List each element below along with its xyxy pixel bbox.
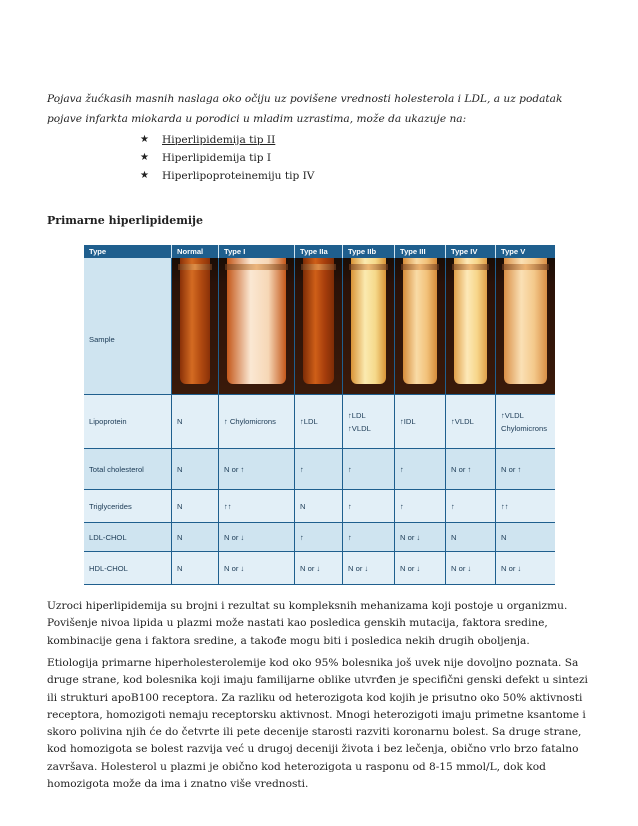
- answer-option[interactable]: [140, 149, 314, 167]
- table-cell: [218, 552, 294, 585]
- table-cell: [394, 552, 445, 585]
- table-cell: [394, 395, 445, 449]
- table-row-label: HDL-CHOL: [84, 552, 171, 585]
- answer-option[interactable]: [140, 167, 314, 185]
- table-cell: [394, 523, 445, 552]
- sample-tube-type-5: [495, 258, 555, 395]
- answer-option-label[interactable]: Hiperlipidemija tip I: [162, 152, 272, 164]
- table-cell: [495, 449, 555, 490]
- table-cell: [445, 552, 495, 585]
- table-cell: [294, 523, 342, 552]
- table-cell-text: N or ↓: [224, 532, 245, 542]
- table-cell: [342, 490, 394, 523]
- table-cell: [342, 449, 394, 490]
- sample-tube-type-3: [394, 258, 445, 395]
- table-cell-text: ↑VLDL: [501, 410, 524, 420]
- table-cell: [218, 449, 294, 490]
- sample-tube-normal: [171, 258, 218, 395]
- table-cell: [218, 490, 294, 523]
- table-cell: [445, 449, 495, 490]
- table-header-normal: Normal: [171, 245, 218, 258]
- table-cell: [445, 523, 495, 552]
- table-cell: [495, 552, 555, 585]
- table-cell: [394, 449, 445, 490]
- table-cell: [294, 449, 342, 490]
- table-cell: [342, 523, 394, 552]
- table-cell-text: ↑: [400, 501, 404, 511]
- section-title: Primarne hiperlipidemije: [47, 214, 204, 227]
- table-cell-text: ↑: [451, 501, 455, 511]
- answer-options-list: [140, 131, 314, 185]
- answer-option-label[interactable]: Hiperlipoproteinemiju tip IV: [162, 170, 315, 182]
- table-cell-text: ↑: [400, 464, 404, 474]
- table-cell: [294, 395, 342, 449]
- table-cell: [495, 523, 555, 552]
- table-row-label: LDL-CHOL: [84, 523, 171, 552]
- table-cell: [171, 552, 218, 585]
- table-header-type-4: Type IV: [445, 245, 495, 258]
- star-bullet-icon: ★: [140, 152, 149, 163]
- table-cell-text: N or ↑: [224, 464, 245, 474]
- table-cell: [342, 395, 394, 449]
- table-cell-text: ↑VLDL: [451, 417, 474, 426]
- table-cell-text: ↑LDL: [348, 410, 366, 420]
- table-cell-text: N or ↓: [501, 563, 522, 573]
- table-row-label: Lipoprotein: [84, 395, 171, 449]
- body-paragraph-2: Etiologija primarne hiperholesterolemije kod oko 95% bolesnika još uvek nije dovoljno poznata. Sa druge strane, kod bolesnika koji imaju familijarne oblike utvrđen je specifični genski defekt u sintezi ili strukturi apoB100 receptora. Za razliku od heterozigota kod kojih je prisutno oko 50% aktivnosti receptora, homozigoti nemaju receptorsku aktivnost. Mnogi heterozigoti imaju primetne ksantome i skoro polivina njih će do četvrte ili pete decenije starosti razviti koronarnu bolest. Sa druge strane, kod homozigota se bolest razvija već u drugoj deceniji života i bez lečenja, obično vrlo brzo fatalno završava. Holesterol u plazmi je obično kod heterozigota u rasponu od 8-15 mmol/L, dok kod homozigota može da ima i znatno više vrednosti.: [47, 657, 588, 791]
- table-cell-text: N: [501, 532, 507, 542]
- table-cell: [171, 395, 218, 449]
- table-cell: [171, 523, 218, 552]
- sample-tube-type-1: [218, 258, 294, 395]
- table-cell: [445, 395, 495, 449]
- table-cell: [171, 449, 218, 490]
- sample-tube-type-4: [445, 258, 495, 395]
- table-cell-text: N or ↓: [400, 563, 421, 573]
- table-header-type: Type: [84, 245, 171, 258]
- table-row-label: Triglycerides: [84, 490, 171, 523]
- table-cell: [294, 552, 342, 585]
- table-cell-text: ↑: [348, 464, 352, 474]
- table-cell-text: N or ↑: [451, 464, 472, 474]
- table-cell-text: N: [177, 532, 183, 542]
- table-cell-text: ↑ Chylomicrons: [224, 417, 276, 426]
- table-cell: [294, 490, 342, 523]
- table-cell-text: N or ↑: [501, 464, 522, 474]
- sample-row-label-cell: [84, 258, 171, 395]
- table-header-type-1: Type I: [218, 245, 294, 258]
- table-cell-text: N or ↓: [451, 563, 472, 573]
- hyperlipidemia-table-figure: [84, 245, 555, 585]
- table-cell: [218, 523, 294, 552]
- table-cell-text: N or ↓: [224, 563, 245, 573]
- table-cell-text: N: [177, 501, 183, 511]
- table-cell-text: ↑IDL: [400, 417, 416, 426]
- table-cell-text: ↑: [300, 532, 304, 542]
- star-bullet-icon: ★: [140, 170, 149, 181]
- table-cell-text: N or ↓: [348, 563, 369, 573]
- table-cell-text: N: [177, 417, 183, 426]
- table-cell-text: ↑: [348, 501, 352, 511]
- table-header-type-3: Type III: [394, 245, 445, 258]
- sample-tube-type-2a: [294, 258, 342, 395]
- table-cell-text: N: [300, 501, 306, 511]
- table-cell-text: ↑: [348, 532, 352, 542]
- table-cell-text: ↑: [300, 464, 304, 474]
- table-cell-text: ↑↑: [501, 501, 509, 511]
- table-cell: [218, 395, 294, 449]
- body-paragraph-1: Uzroci hiperlipidemija su brojni i rezultat su kompleksnih mehanizama koji postoje u organizmu. Povišenje nivoa lipida u plazmi može nastati kao posledica genskih mutacija, faktora sredine, kombinacije gena i faktora sredine, a takođe mogu biti i posledica nekih drugih oboljenja.: [47, 600, 568, 647]
- hyperlipidemia-table: [84, 245, 555, 585]
- table-cell-text: ↑LDL: [300, 417, 318, 426]
- table-cell: [445, 490, 495, 523]
- table-cell-text: N or ↓: [400, 532, 421, 542]
- table-header-type-2a: Type IIa: [294, 245, 342, 258]
- table-cell-text: N: [451, 532, 457, 542]
- table-cell-text: N: [177, 464, 183, 474]
- table-cell: [394, 490, 445, 523]
- table-cell-text: ↑↑: [224, 501, 232, 511]
- table-header-type-2b: Type IIb: [342, 245, 394, 258]
- table-cell-text: Chylomicrons: [501, 423, 547, 433]
- table-cell: [495, 490, 555, 523]
- star-bullet-icon: ★: [140, 134, 149, 145]
- table-cell-text: N: [177, 563, 183, 573]
- table-header-type-5: Type V: [495, 245, 555, 258]
- sample-tube-type-2b: [342, 258, 394, 395]
- table-cell-text: N or ↓: [300, 563, 321, 573]
- table-row-label: Total cholesterol: [84, 449, 171, 490]
- answer-option-label[interactable]: Hiperlipidemija tip II: [162, 134, 276, 146]
- answer-option[interactable]: [140, 131, 314, 149]
- table-cell: [342, 552, 394, 585]
- sample-row-label: Sample: [89, 335, 115, 344]
- table-cell: [171, 490, 218, 523]
- intro-paragraph: Pojava žućkasih masnih naslaga oko očiju uz povišene vrednosti holesterola i LDL, a uz podatak pojave infarkta miokarda u porodici u mladim uzrastima, može da ukazuje na:: [47, 93, 563, 125]
- table-cell: [495, 395, 555, 449]
- table-cell-text: ↑VLDL: [348, 423, 371, 433]
